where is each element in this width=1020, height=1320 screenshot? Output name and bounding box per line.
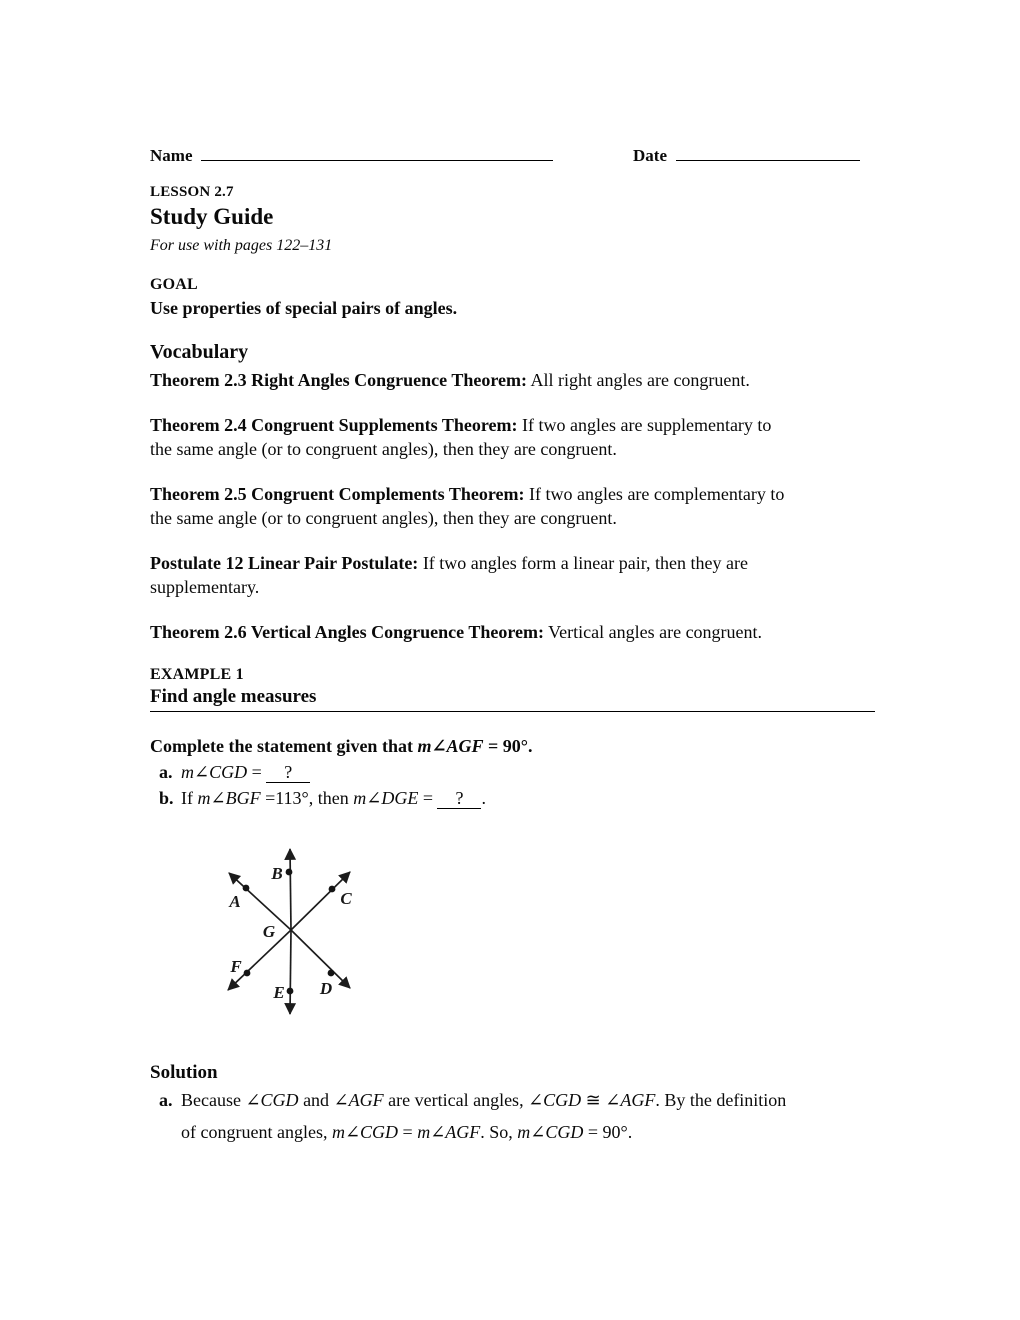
page-title: Study Guide bbox=[150, 204, 274, 229]
vocabulary-heading: Vocabulary bbox=[150, 341, 249, 363]
ray-up bbox=[290, 849, 291, 930]
date-blank-line bbox=[676, 145, 860, 161]
point-B-label: B bbox=[271, 864, 283, 883]
date-label: Date bbox=[633, 146, 667, 165]
example-item-a bbox=[150, 762, 875, 783]
point-F-dot bbox=[244, 970, 251, 977]
point-D-label: D bbox=[319, 979, 333, 998]
point-B-dot bbox=[286, 869, 293, 876]
item-b-marker: b. bbox=[159, 788, 174, 808]
point-C-dot bbox=[329, 886, 336, 893]
vocab-entry-theorem-2-4: Theorem 2.4 Congruent Supplements Theorem: If two angles are supplementary to the same angle (or to congruent angles), then they are congruent. bbox=[150, 415, 772, 459]
point-D-dot bbox=[328, 970, 335, 977]
name-label: Name bbox=[150, 146, 193, 165]
goal-text: Use properties of special pairs of angles. bbox=[150, 298, 458, 318]
vocab-entry-theorem-2-5: Theorem 2.5 Congruent Complements Theorem: If two angles are complementary to the same angle (or to congruent angles), then they are congruent. bbox=[150, 484, 785, 528]
solution-item-a bbox=[150, 1084, 875, 1148]
example-item-b bbox=[150, 788, 875, 809]
goal-heading: GOAL bbox=[150, 276, 198, 293]
ray-down bbox=[290, 930, 291, 1014]
example-heading: EXAMPLE 1 bbox=[150, 666, 244, 683]
example-title: Find angle measures bbox=[150, 686, 875, 712]
solution-a-marker: a. bbox=[159, 1090, 173, 1110]
angle-diagram bbox=[210, 841, 370, 1021]
point-C-label: C bbox=[340, 889, 352, 908]
item-b-text: If m∠BGF =113°, then m∠DGE = ? . bbox=[181, 788, 486, 808]
example-prompt: Complete the statement given that m∠AGF = 90°. bbox=[150, 736, 533, 756]
item-a-marker: a. bbox=[159, 762, 173, 782]
solution-a-text: Because ∠CGD and ∠AGF are vertical angles, ∠CGD ≅ ∠AGF. By the definition of congruent angles, m∠CGD = m∠AGF. So, m∠CGD = 90°. bbox=[181, 1090, 787, 1142]
item-a-text: m∠CGD = ? bbox=[181, 762, 310, 783]
vocab-entry-postulate-12: Postulate 12 Linear Pair Postulate: If two angles form a linear pair, then they are supplementary. bbox=[150, 553, 748, 597]
date-part bbox=[633, 145, 860, 166]
page-subtitle: For use with pages 122–131 bbox=[150, 237, 333, 254]
lesson-number: LESSON 2.7 bbox=[150, 184, 234, 200]
point-E-dot bbox=[287, 988, 294, 995]
point-E-label: E bbox=[273, 983, 285, 1002]
name-date-row bbox=[150, 145, 875, 169]
solution-heading: Solution bbox=[150, 1062, 218, 1083]
point-A-label: A bbox=[229, 892, 241, 911]
vocab-entry-theorem-2-6: Theorem 2.6 Vertical Angles Congruence Theorem: Vertical angles are congruent. bbox=[150, 622, 763, 642]
point-A-dot bbox=[243, 885, 250, 892]
vocab-entry-theorem-2-3: Theorem 2.3 Right Angles Congruence Theorem: All right angles are congruent. bbox=[150, 370, 750, 390]
name-blank-line bbox=[201, 145, 553, 161]
point-G-label: G bbox=[262, 922, 276, 941]
point-F-label: F bbox=[230, 957, 242, 976]
